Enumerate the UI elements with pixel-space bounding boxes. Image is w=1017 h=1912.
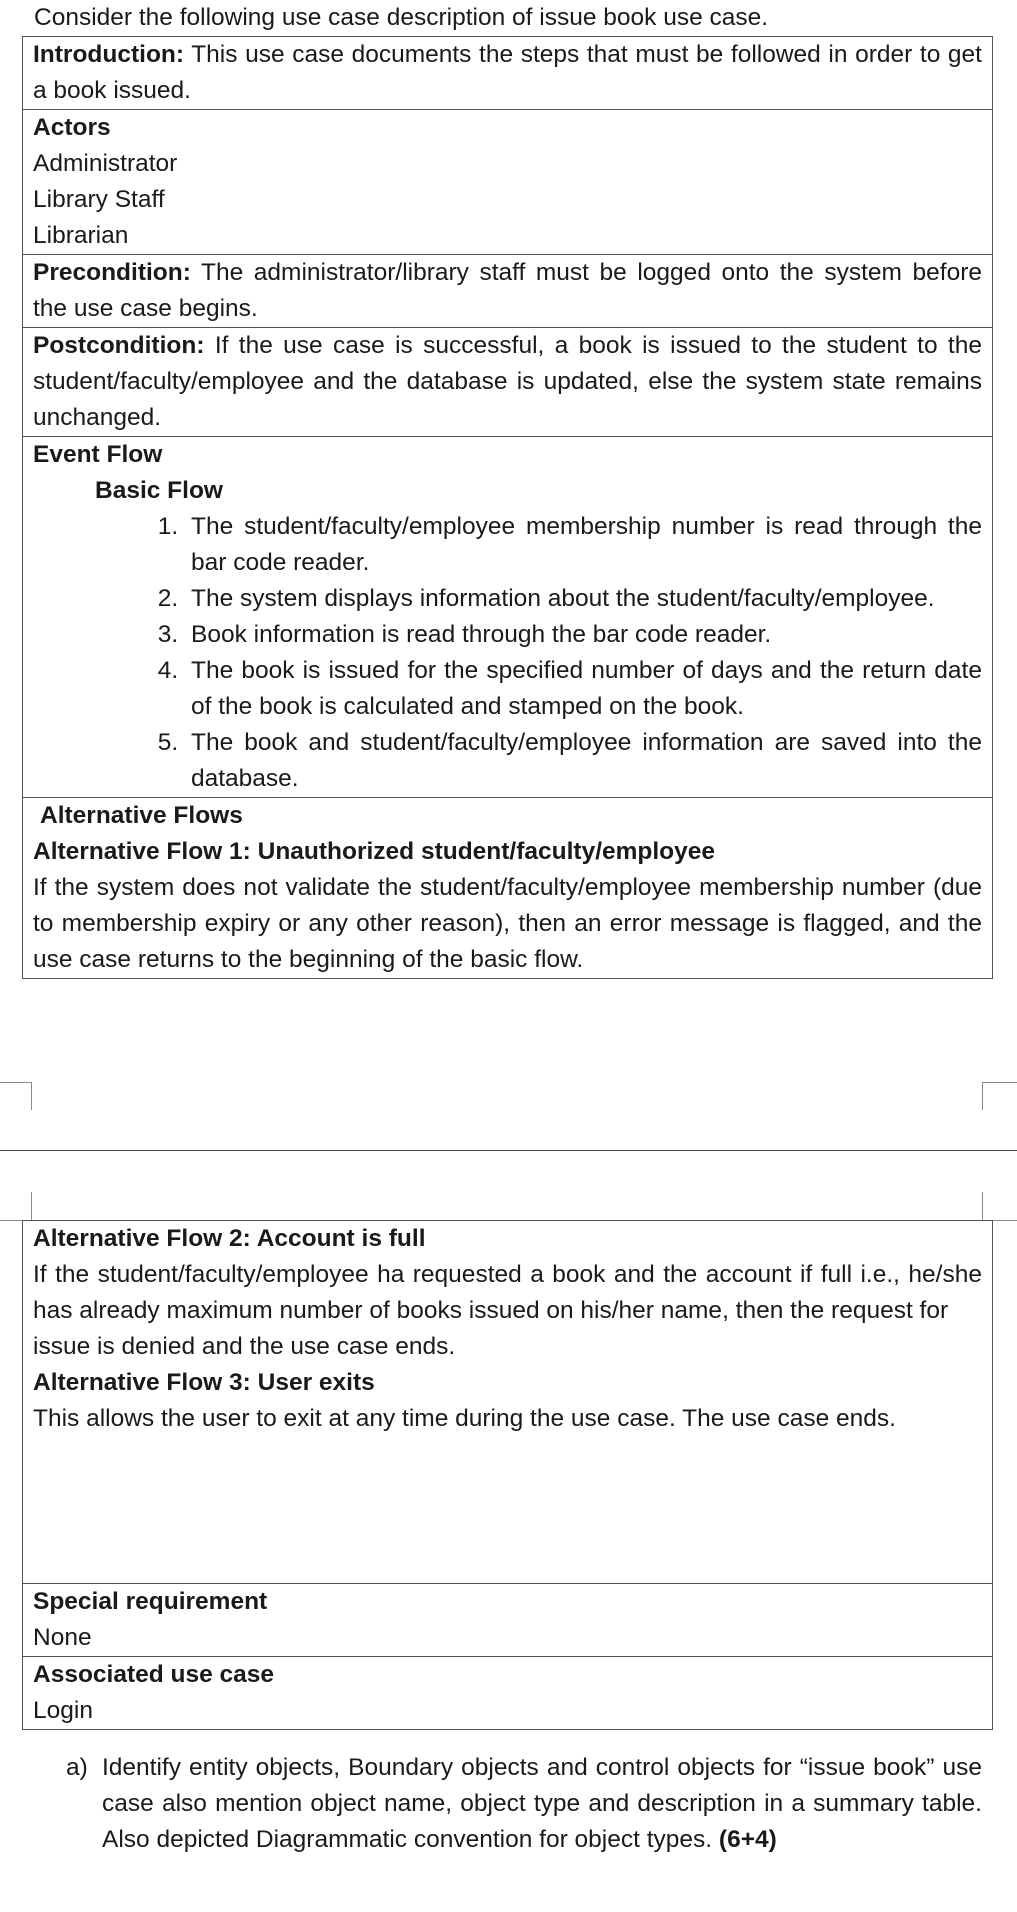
special-requirement-row xyxy=(23,1584,993,1657)
basic-flow-step: 5. The book and student/faculty/employee information are saved into the database. xyxy=(185,725,982,797)
alternative-flows-continued-row xyxy=(23,1221,993,1584)
crop-mark-top-left xyxy=(31,1082,32,1110)
basic-flow-heading: Basic Flow xyxy=(95,477,223,504)
precondition-label: Precondition: xyxy=(33,259,191,286)
question-label: a) xyxy=(66,1754,88,1781)
crop-mark-top-right xyxy=(982,1082,1017,1083)
associated-use-case-heading: Associated use case xyxy=(33,1661,275,1688)
introduction-row xyxy=(23,37,993,110)
crop-mark-bottom-left xyxy=(31,1192,32,1220)
associated-use-case-value: Login xyxy=(33,1697,93,1724)
actor-item: Librarian xyxy=(33,222,129,249)
special-requirement-heading: Special requirement xyxy=(33,1588,268,1615)
page-break-line xyxy=(0,1150,1017,1151)
alt-flow-2-title: Alternative Flow 2: Account is full xyxy=(33,1225,426,1252)
crop-mark-top-left xyxy=(0,1082,32,1083)
actor-item: Administrator xyxy=(33,150,178,177)
alternative-flows-row xyxy=(23,798,993,979)
postcondition-label: Postcondition: xyxy=(33,332,205,359)
alt-flow-1-title: Alternative Flow 1: Unauthorized student/faculty/employee xyxy=(33,838,716,865)
precondition-row xyxy=(23,255,993,328)
alt-flow-1-text: If the system does not validate the student/faculty/employee membership number (due to membership expiry or any other reason), then an error message is flagged, and the use case returns to the beginning of the basic flow. xyxy=(33,874,982,973)
postcondition-text: If the use case is successful, a book is issued to the student to the student/faculty/employee and the database is updated, else the system state remains unchanged. xyxy=(33,332,982,431)
basic-flow-step: 1. The student/faculty/employee membership number is read through the bar code reader. xyxy=(185,509,982,581)
alt-flow-2-text-continued: issue is denied and the use case ends. xyxy=(33,1333,456,1360)
actors-row xyxy=(23,110,993,255)
basic-flow-steps xyxy=(33,509,982,797)
actors-heading: Actors xyxy=(33,114,111,141)
use-case-table-page-2 xyxy=(22,1220,993,1730)
actor-item: Library Staff xyxy=(33,186,165,213)
introduction-text: This use case documents the steps that must be followed in order to get a book issued. xyxy=(33,41,982,104)
question-a xyxy=(66,1750,982,1858)
event-flow-row xyxy=(23,437,993,798)
alternative-flows-heading: Alternative Flows xyxy=(40,802,243,829)
crop-mark-top-right xyxy=(982,1082,983,1110)
event-flow-heading: Event Flow xyxy=(33,441,163,468)
special-requirement-value: None xyxy=(33,1624,92,1651)
question-marks: (6+4) xyxy=(718,1826,777,1853)
precondition-text: The administrator/library staff must be logged onto the system before the use case begins. xyxy=(33,259,982,322)
alt-flow-2-text: If the student/faculty/employee ha requested a book and the account if full i.e., he/she has already maximum number of books issued on his/her name, then the request for xyxy=(33,1261,982,1324)
crop-mark-bottom-right xyxy=(982,1192,983,1220)
basic-flow-step: 3. Book information is read through the bar code reader. xyxy=(185,617,982,653)
use-case-table-page-1 xyxy=(22,36,993,979)
intro-sentence: Consider the following use case description of issue book use case. xyxy=(34,4,769,31)
associated-use-case-row xyxy=(23,1657,993,1730)
alt-flow-3-text: This allows the user to exit at any time during the use case. The use case ends. xyxy=(33,1405,896,1432)
postcondition-row xyxy=(23,328,993,437)
basic-flow-step: 4. The book is issued for the specified number of days and the return date of the book is calculated and stamped on the book. xyxy=(185,653,982,725)
basic-flow-step: 2. The system displays information about the student/faculty/employee. xyxy=(185,581,982,617)
introduction-label: Introduction: xyxy=(33,41,185,68)
alt-flow-3-title: Alternative Flow 3: User exits xyxy=(33,1369,375,1396)
question-text: Identify entity objects, Boundary objects and control objects for “issue book” use case also mention object name, object type and description in a summary table. Also depicted Diagrammatic convention for object types. xyxy=(102,1754,982,1853)
